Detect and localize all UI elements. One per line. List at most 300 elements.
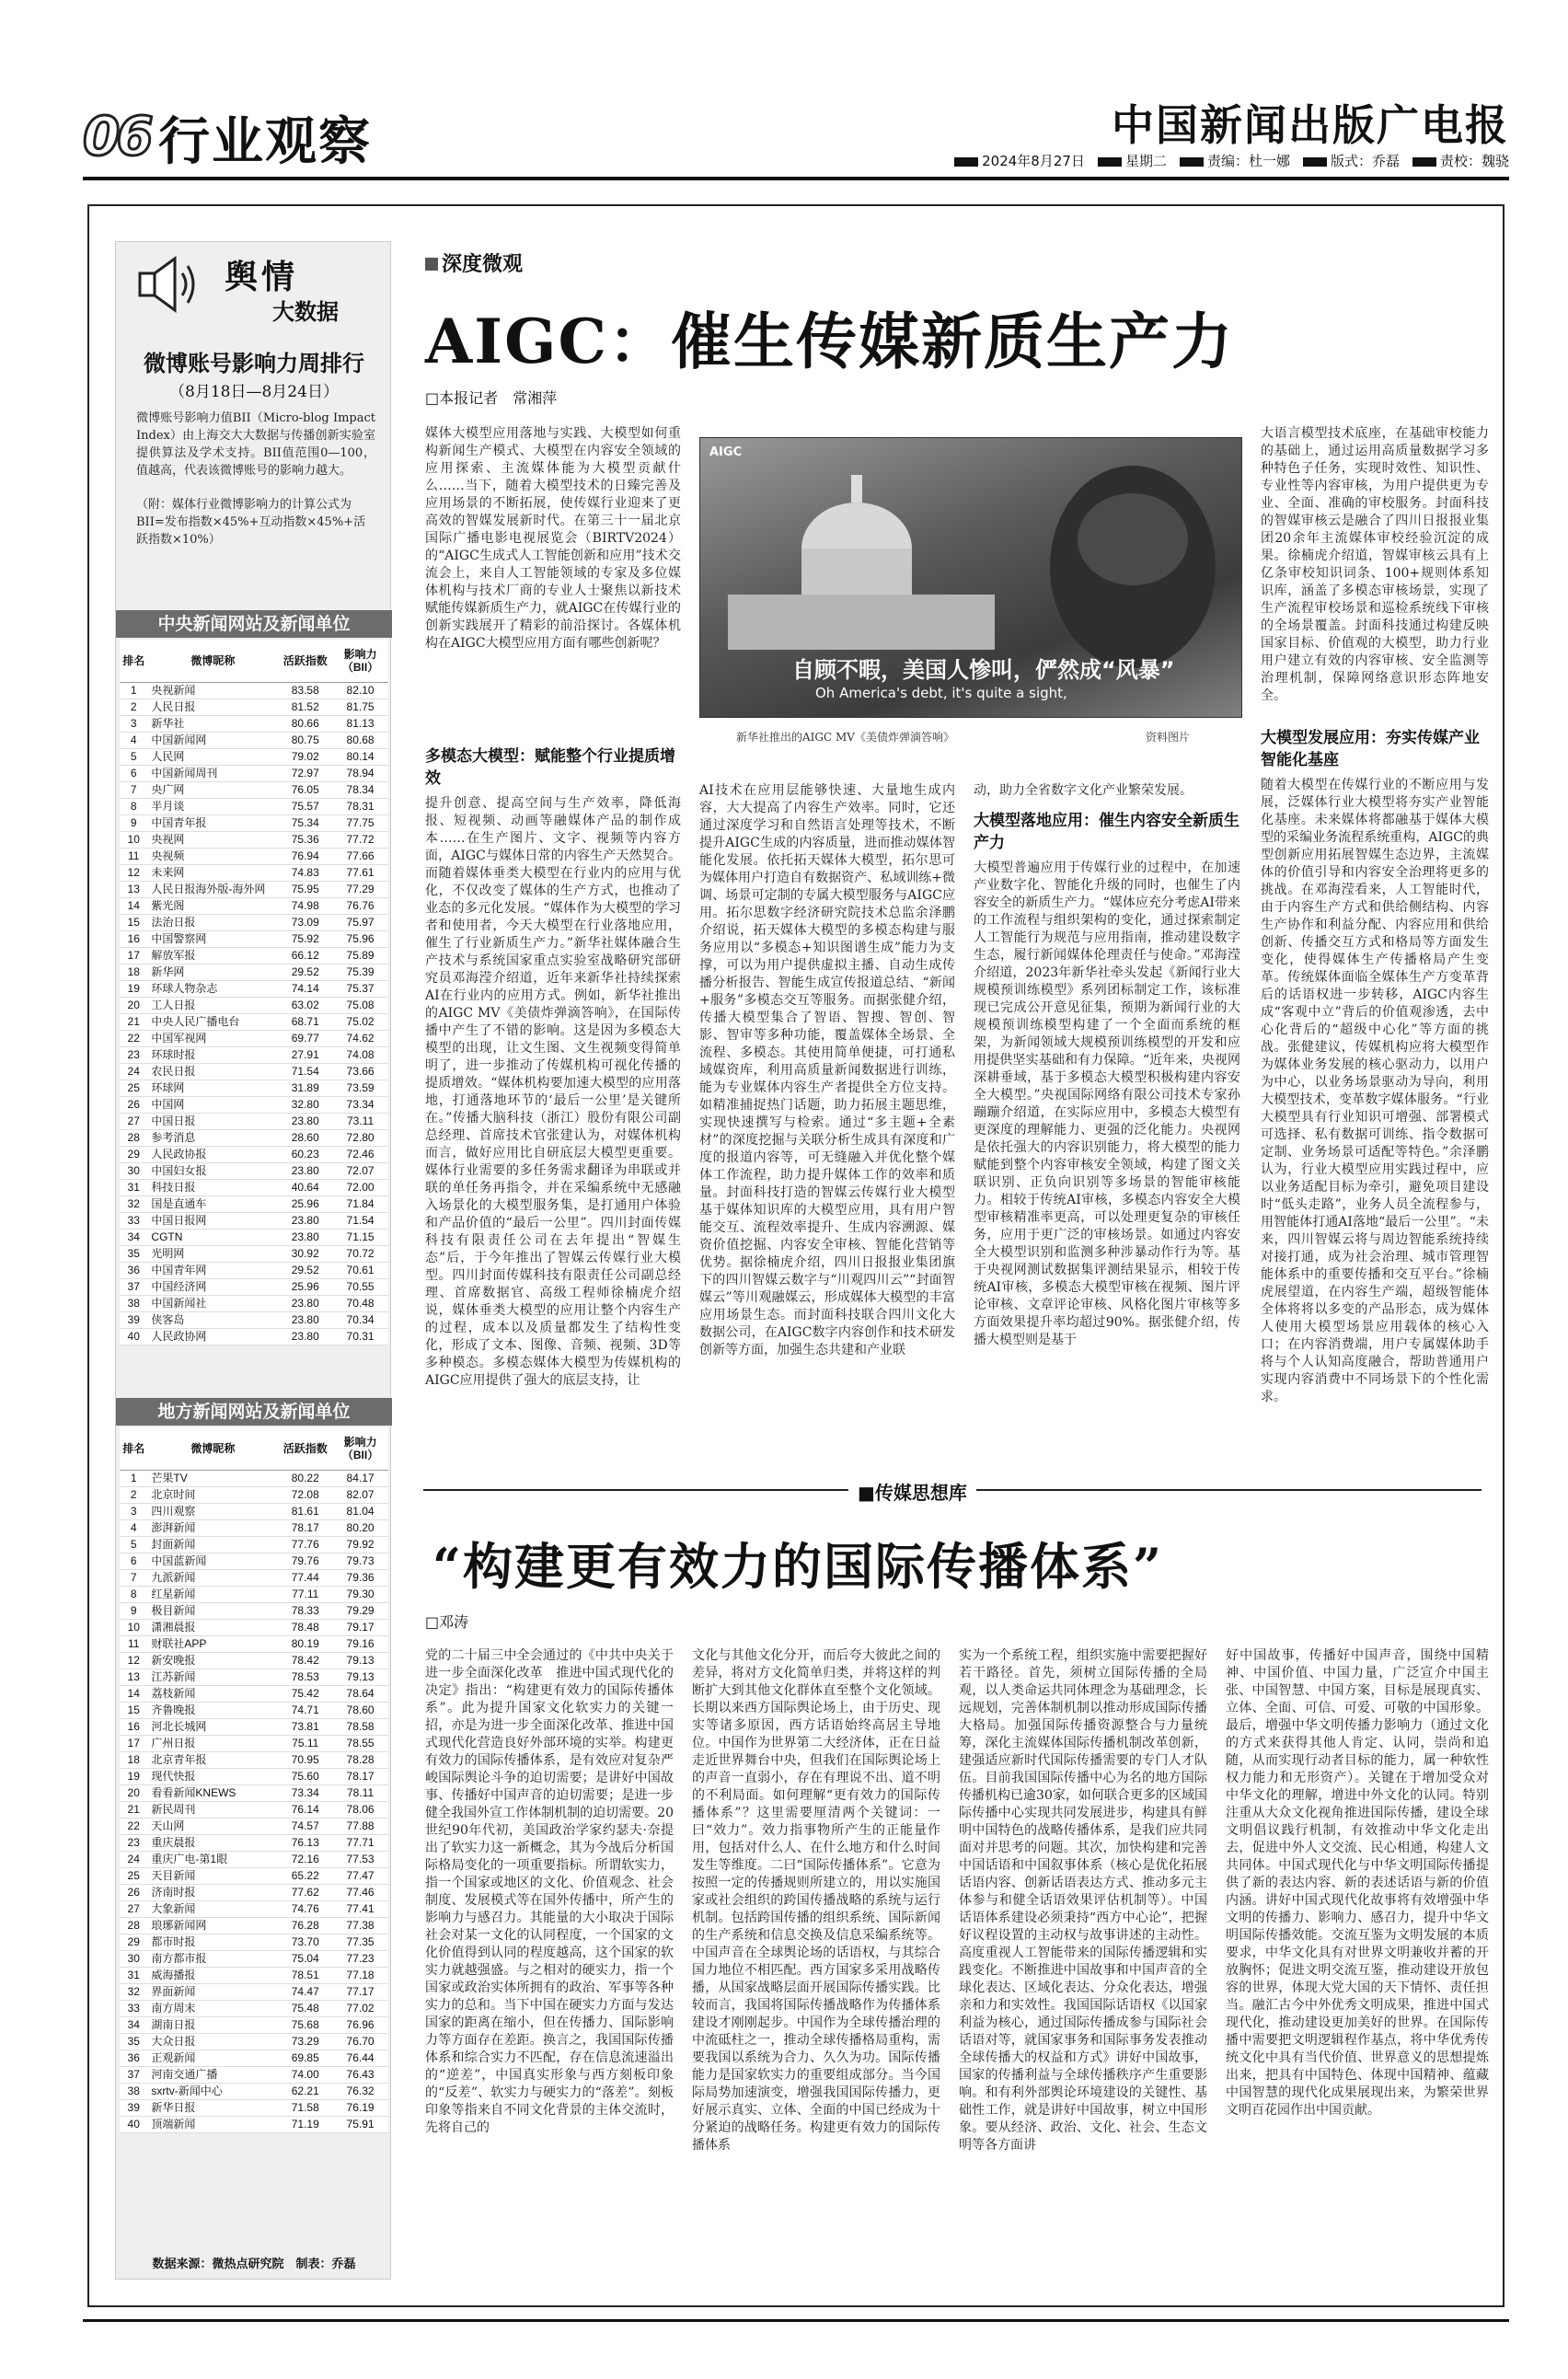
rank-cell: 38	[120, 1295, 147, 1311]
active-index-cell: 74.98	[278, 897, 332, 914]
account-name-cell: 都市时报	[147, 1934, 278, 1950]
account-name-cell: 湖南日报	[147, 2016, 278, 2033]
account-name-cell: 北京时间	[147, 1486, 278, 1503]
account-name-cell: 中央人民广播电台	[147, 1013, 278, 1030]
bii-cell: 81.13	[332, 715, 388, 732]
table-row	[120, 980, 388, 997]
active-index-cell: 76.94	[278, 848, 332, 864]
article2-kicker: ■传媒思想库	[848, 1478, 976, 1505]
bii-cell: 70.48	[332, 1295, 388, 1311]
bii-cell: 79.17	[332, 1619, 388, 1635]
active-index-cell: 71.19	[278, 2116, 332, 2132]
account-name-cell: 环球人物杂志	[147, 980, 278, 997]
active-index-cell: 74.83	[278, 864, 332, 881]
bii-cell: 82.10	[332, 682, 388, 699]
table-row	[120, 1328, 388, 1345]
yuqing-header	[116, 242, 392, 329]
page-number: 06	[83, 105, 150, 167]
bii-cell: 72.80	[332, 1129, 388, 1146]
account-name-cell: 中国警察网	[147, 930, 278, 947]
active-index-cell: 80.19	[278, 1635, 332, 1652]
rank-cell: 34	[120, 2016, 147, 2033]
active-index-cell: 29.52	[278, 1262, 332, 1278]
rank-cell: 7	[120, 1569, 147, 1586]
bii-cell: 74.08	[332, 1046, 388, 1063]
article1-subhead-2: 大模型落地应用：催生内容安全新质生产力	[974, 812, 1239, 852]
table-row	[120, 1146, 388, 1162]
bii-cell: 75.96	[332, 930, 388, 947]
central-table-title: 中央新闻网站及新闻单位	[116, 610, 392, 638]
rank-cell: 33	[120, 1212, 147, 1229]
table-row	[120, 2116, 388, 2132]
account-name-cell: 央广网	[147, 781, 278, 798]
bii-cell: 77.75	[332, 814, 388, 831]
bii-cell: 72.07	[332, 1162, 388, 1179]
account-name-cell: 人民日报海外版-海外网	[147, 881, 278, 897]
photo-subtitle-en: Oh America's debt, it's quite a sight,	[815, 685, 1067, 701]
rank-cell: 21	[120, 1013, 147, 1030]
rank-cell: 1	[120, 1470, 147, 1486]
account-name-cell: 界面新闻	[147, 1983, 278, 2000]
bii-cell: 80.14	[332, 748, 388, 765]
account-name-cell: 环球时报	[147, 1046, 278, 1063]
active-index-cell: 76.13	[278, 1834, 332, 1851]
account-name-cell: 封面新闻	[147, 1536, 278, 1553]
col-name: 微博昵称	[147, 640, 278, 682]
account-name-cell: 中国新闻周刊	[147, 765, 278, 781]
account-name-cell: 中国网	[147, 1096, 278, 1113]
bii-cell: 79.16	[332, 1635, 388, 1652]
bii-cell: 79.73	[332, 1553, 388, 1569]
table-row	[120, 1503, 388, 1519]
table-row	[120, 1470, 388, 1486]
active-index-cell: 40.64	[278, 1179, 332, 1195]
active-index-cell: 73.81	[278, 1718, 332, 1735]
active-index-cell: 75.42	[278, 1685, 332, 1702]
rank-cell: 15	[120, 1702, 147, 1718]
account-name-cell: 新安晚报	[147, 1652, 278, 1669]
active-index-cell: 80.66	[278, 715, 332, 732]
active-index-cell: 76.14	[278, 1801, 332, 1818]
active-index-cell: 73.09	[278, 914, 332, 930]
rank-cell: 2	[120, 1486, 147, 1503]
rank-cell: 31	[120, 1179, 147, 1195]
table-row	[120, 848, 388, 864]
rank-cell: 29	[120, 1146, 147, 1162]
rank-cell: 32	[120, 1195, 147, 1212]
table-row	[120, 1602, 388, 1619]
masthead	[83, 92, 1509, 175]
bii-cell: 72.46	[332, 1146, 388, 1162]
rank-cell: 26	[120, 1884, 147, 1900]
account-name-cell: 半月谈	[147, 798, 278, 814]
rank-date: （8月18日—8月24日）	[169, 383, 339, 401]
table-row	[120, 1195, 388, 1212]
account-name-cell: 工人日报	[147, 997, 278, 1013]
bii-cell: 77.18	[332, 1967, 388, 1983]
active-index-cell: 25.96	[278, 1195, 332, 1212]
account-name-cell: 潇湘晨报	[147, 1619, 278, 1635]
active-index-cell: 75.34	[278, 814, 332, 831]
account-name-cell: 紫光阁	[147, 897, 278, 914]
account-name-cell: 澎湃新闻	[147, 1519, 278, 1536]
masthead-rule	[83, 177, 1509, 180]
table-row	[120, 1718, 388, 1735]
rank-cell: 12	[120, 1652, 147, 1669]
table-header-row	[120, 1427, 388, 1470]
rank-cell: 25	[120, 1867, 147, 1884]
article2-col3: 实为一个系统工程，组织实施中需要把握好若干路径。首先，须树立国际传播的全局观，以人类命运共同体理念为基础理念，长远规划，完善体制机制以推动形成国际传播大格局。加强国际传播资源整合与力量统筹，深化主流媒体国际传播机制改革创新，建强适应新时代国际传播需要的专门人才队伍。目前我国国际传播中心为名的地方国际传播机构已逾30家，如何联合更多的区域国际传播中心实现共同发展进步，构建具有鲜明中国特色的战略传播体系，是我们应共同面对并思考的问题。其次，加快构建和完善中国话语和中国叙事体系（核心是优化拓展话语内容、创新话语表达方式、推动多元主体参与和健全话语效果评估机制等）。中国话语体系建设必须秉持“西方中心论”，把握好议程设置的主动权与故事讲述的主动性。高度重视人工智能带来的国际传播逻辑和实践变化。不断推进中国故事和中国声音的全球化表达、区域化表达、分众化表达，增强亲和力和实效性。我国国际话语权《以国家利益为核心，通过国际传播成参与国际社会话语对等，就国家事务和国际事务发表推动全球传播大的权益和方式》讲好中国故事，国家的传播利益与全球传播秩序产生重要影响。和有利外部舆论环境建设的关键性、基础性工作，就是讲好中国故事，树立中国形象。要从经济、政治、文化、社会、生态文明等各方面讲	[959, 1648, 1207, 2153]
rank-cell: 20	[120, 1784, 147, 1801]
rank-cell: 26	[120, 1096, 147, 1113]
bii-cell: 79.36	[332, 1569, 388, 1586]
bii-cell: 81.75	[332, 699, 388, 715]
photo-tag: AIGC	[709, 445, 743, 459]
active-index-cell: 75.04	[278, 1950, 332, 1967]
rank-cell: 25	[120, 1080, 147, 1096]
table-row	[120, 1179, 388, 1195]
account-name-cell: 新华日报	[147, 2099, 278, 2116]
table-row	[120, 930, 388, 947]
article1-subhead-3: 大模型发展应用：夯实传媒产业智能化基座	[1261, 729, 1480, 769]
bii-cell: 84.17	[332, 1470, 388, 1486]
table-row	[120, 864, 388, 881]
table-row	[120, 1917, 388, 1934]
active-index-cell: 65.22	[278, 1867, 332, 1884]
rank-cell: 15	[120, 914, 147, 930]
rank-cell: 34	[120, 1229, 147, 1245]
table-row	[120, 2033, 388, 2050]
bii-cell: 71.54	[332, 1212, 388, 1229]
active-index-cell: 71.54	[278, 1063, 332, 1080]
rank-cell: 17	[120, 1735, 147, 1751]
active-index-cell: 23.80	[278, 1328, 332, 1345]
active-index-cell: 78.51	[278, 1967, 332, 1983]
rank-cell: 7	[120, 781, 147, 798]
rank-cell: 16	[120, 1718, 147, 1735]
table-row	[120, 2050, 388, 2066]
bii-cell: 75.97	[332, 914, 388, 930]
table-row	[120, 765, 388, 781]
table-row	[120, 897, 388, 914]
bii-cell: 75.02	[332, 1013, 388, 1030]
account-name-cell: 天山网	[147, 1818, 278, 1834]
active-index-cell: 69.85	[278, 2050, 332, 2066]
rank-cell: 9	[120, 1602, 147, 1619]
rank-cell: 38	[120, 2083, 147, 2099]
table-row	[120, 947, 388, 964]
bii-cell: 76.96	[332, 2016, 388, 2033]
account-name-cell: 济南时报	[147, 1884, 278, 1900]
rank-cell: 8	[120, 798, 147, 814]
table-row	[120, 2099, 388, 2116]
col-rank: 排名	[120, 1427, 147, 1470]
table-row	[120, 2016, 388, 2033]
table-row	[120, 1486, 388, 1503]
article1-col4b: 随着大模型在传媒行业的不断应用与发展，泛媒体行业大模型将夯实产业智能化基座。未来媒体将都融基于媒体大模型的采编业务流程系统重构，AIGC的典型创新应用拓展智媒生态边界，主流媒体的价值引导和内容安全治理将更多的挑战。在邓海滢看来，人工智能时代，由于内容生产方式和供给侧结构、内容生产协作和利益分配、内容应用和供给创新、传播交互方式和格局等方面发生变化，使得媒体生产传播格局产生变革。传统媒体面临全媒体生产方变革背后的话语权进一步转移，AIGC内容生成“客观中立”背后的价值观渗透，去中心化背后的“超级中心化”等方面的挑战。张健建议，传媒机构应将大模型作为媒体业务发展的核心驱动力，以用户为中心，以业务场景驱动为导向，利用大模型技术，变革数字媒体服务。“行业大模型具有行业知识可增强、部署模式可选择、私有数据可训练、指令数据可定制、业务场景可适配等特色。”余泽鹏认为，行业大模型应用实践过程中，应以业务适配目标为牵引，避免项目建设时“低头走路”，业务人员全流程参与，用智能体打通AI落地“最后一公里”。“未来，四川智媒云将与周边智能系统持续对接打通，成为社会治理、城市管理智能体系中的重要传播和交互平台。”徐楠虎展望道，在内容生产端，超级智能体全体将将以多变的产品形态，成为媒体人使用大模型场景应用载体的核心入口；在内容消费端，用户专属媒体助手将与个人认知高度融合，帮助普通用户实现内容消费中不同场景下的个性化需求。	[1261, 778, 1489, 1404]
table-row	[120, 1669, 388, 1685]
active-index-cell: 72.16	[278, 1851, 332, 1867]
rank-cell: 35	[120, 1245, 147, 1262]
account-name-cell: 环球网	[147, 1080, 278, 1096]
active-index-cell: 73.34	[278, 1784, 332, 1801]
article2-col1: 党的二十届三中全会通过的《中共中央关于进一步全面深化改革 推进中国式现代化的决定》指出：“构建更有效力的国际传播体系”。此为提升国家文化软实力的关键一招，亦是为进一步全面深化改革、推进中国式现代化营造良好外部环境的实举。构建更有效力的国际传播体系，是有效应对复杂严峻国际舆论斗争的迫切需要；是讲好中国故事、传播好中国声音的迫切需要；是进一步健全我国外宣工作体制机制的迫切需要。20世纪90年代初，美国政治学家约瑟夫·奈提出了软实力这一新概念，其为今战后分析国际格局变化的一项重要指标。所谓软实力，指一个国家或地区的文化、价值观念、社会制度、发展模式等在国外传播中，所产生的影响力与感召力。其能量的大小取决于国际社会对某一文化的认同程度，一个国家的文化价值得到认同的程度越高，这个国家的软实力就越强盛。与之相对的硬实力，指一个国家或政治实体所拥有的政治、军事等各种实力的总和。当下中国在硬实力方面与发达国家的距离在缩小，但在传播力、国际影响力等方面存在差距。换言之，我国国际传播体系和综合实力不匹配，存在信息流速溢出的“逆差”，中国真实形象与西方刻板印象的“反差”、软实力与硬实力的“落差”。刻板印象等指来自不同文化背景的主体交流时，先将自己的	[425, 1648, 674, 2135]
bii-cell: 77.29	[332, 881, 388, 897]
bii-cell: 81.04	[332, 1503, 388, 1519]
account-name-cell: 新民周刊	[147, 1801, 278, 1818]
section-title: 行业观察	[158, 112, 372, 172]
active-index-cell: 75.68	[278, 2016, 332, 2033]
rank-cell: 14	[120, 1685, 147, 1702]
table-row	[120, 2066, 388, 2083]
active-index-cell: 80.22	[278, 1470, 332, 1486]
table-row	[120, 1063, 388, 1080]
rank-cell: 39	[120, 2099, 147, 2116]
active-index-cell: 77.44	[278, 1569, 332, 1586]
bii-cell: 70.72	[332, 1245, 388, 1262]
rank-cell: 17	[120, 947, 147, 964]
active-index-cell: 74.14	[278, 980, 332, 997]
account-name-cell: 琅琊新闻网	[147, 1917, 278, 1934]
data-source: 数据来源：微热点研究院 制表：乔磊	[152, 2258, 356, 2271]
photo-subtitle-cn: 自顾不暇，美国人惨叫，俨然成“风暴”	[792, 657, 1175, 683]
rank-cell: 3	[120, 1503, 147, 1519]
table-row	[120, 682, 388, 699]
active-index-cell: 77.62	[278, 1884, 332, 1900]
account-name-cell: 北京青年报	[147, 1751, 278, 1768]
account-name-cell: 财联社APP	[147, 1635, 278, 1652]
rank-cell: 11	[120, 848, 147, 864]
active-index-cell: 76.28	[278, 1917, 332, 1934]
active-index-cell: 29.52	[278, 964, 332, 980]
bii-cell: 72.00	[332, 1179, 388, 1195]
bii-cell: 76.32	[332, 2083, 388, 2099]
article1-byline: □本报记者 常湘萍	[425, 389, 558, 407]
bii-cell: 79.29	[332, 1602, 388, 1619]
active-index-cell: 73.70	[278, 1934, 332, 1950]
account-name-cell: 中国妇女报	[147, 1162, 278, 1179]
rank-cell: 5	[120, 1536, 147, 1553]
account-name-cell: 威海播报	[147, 1967, 278, 1983]
account-name-cell: 农民日报	[147, 1063, 278, 1080]
article2-col2: 文化与其他文化分开，而后夸大彼此之间的差异，将对方文化简单归类，并将这样的判断扩大到其他文化群体直至整个文化领域。长期以来西方国际舆论场上，由于历史、现实等诸多原因，西方话语始终高居主导地位。中国作为世界第二大经济体，正在日益走近世界舞台中央，但我们在国际舆论场上的声音一直弱小，存在有理说不出、道不明的不利局面。如何理解“更有效力的国际传播体系”？这里需要厘清两个关键词：一曰“效力”。效力指事物所产生的正能量作用，包括对什么人、在什么地方和什么时间发生等维度。二曰“国际传播体系”。它意为按照一定的传播规则所建立的，用以实施国家或社会组织的跨国传播战略的系统与运行机制。包括跨国传播的组织系统、国际新闻的生产系统和信息交换及信息采编系统等。中国声音在全球舆论场的话语权，与其综合国力地位不相匹配。西方国家多采用战略传播，从国家战略层面开展国际传播实践。比较而言，我国将国际传播战略作为传播体系建设才刚刚起步。中国作为全球传播治理的中流砥柱之一，推动全球传播格局重构，需要我国以系统为合力、久久为功。国际传播能力是国家软实力的重要组成部分。当今国际局势加速演变，增强我国国际传播力，更好展示真实、立体、全面的中国已经成为十分紧迫的战略任务。构建更有效力的国际传播体系	[692, 1648, 940, 2153]
active-index-cell: 78.42	[278, 1652, 332, 1669]
table-row	[120, 1129, 388, 1146]
table-row	[120, 732, 388, 748]
active-index-cell: 75.95	[278, 881, 332, 897]
rank-cell: 1	[120, 682, 147, 699]
account-name-cell: 芒果TV	[147, 1470, 278, 1486]
rank-cell: 37	[120, 1278, 147, 1295]
table-row	[120, 1212, 388, 1229]
active-index-cell: 78.48	[278, 1619, 332, 1635]
account-name-cell: 顶端新闻	[147, 2116, 278, 2132]
active-index-cell: 83.58	[278, 682, 332, 699]
active-index-cell: 72.08	[278, 1486, 332, 1503]
table-row	[120, 997, 388, 1013]
active-index-cell: 31.89	[278, 1080, 332, 1096]
bii-cell: 70.55	[332, 1278, 388, 1295]
account-name-cell: 广州日报	[147, 1735, 278, 1751]
rank-cell: 22	[120, 1818, 147, 1834]
bii-cell: 77.66	[332, 848, 388, 864]
bottom-rule	[83, 2319, 1509, 2322]
account-name-cell: 河北长城网	[147, 1718, 278, 1735]
active-index-cell: 80.75	[278, 732, 332, 748]
rank-cell: 21	[120, 1801, 147, 1818]
table-row	[120, 1311, 388, 1328]
article1-col3-intro: 动，助力全省数字文化产业繁荣发展。	[974, 783, 1193, 798]
table-row	[120, 781, 388, 798]
rank-cell: 13	[120, 1669, 147, 1685]
rank-cell: 3	[120, 715, 147, 732]
col-active: 活跃指数	[278, 640, 332, 682]
bii-cell: 77.53	[332, 1851, 388, 1867]
article1-col2: AI技术在应用层能够快速、大量地生成内容，大大提高了内容生产效率。同时，它还通过深度学习和自然语言处理等技术，不断提升AIGC生成的内容质量，进而推动媒体智能化发展。依托拓天媒体大模型，拓尔思可为媒体用户打造自有数据资产、私域训练+微调、场景可定制的专属大模型服务与AIGC应用。拓尔思数字经济研究院技术总监余泽鹏介绍说，拓天媒体大模型的多模态构建与服务应用以“多模态+知识图谱生成”能力为支撑，可以为用户提供虚拟主播、自动生成传播分析报告、智能生成宣传报道总结、“新闻+服务”多模态交互等服务。而据张健介绍，传播大模型集合了智语、智搜、智创、智影、智审等多种功能，覆盖媒体全场景、全流程、多模态。其使用简单便捷，可打通私域媒资库，利用高质量新闻数据进行训练，能为专业媒体内容生产者提供全方位支持。如精准捕捉热门话题，助力拓展主题思维，实现快速撰写与检索。通过“多主题+全素材”的深度挖掘与关联分析生成具有深度和广度的报道内容等，可无缝融入并优化整个媒体工作流程，助力提升媒体工作的效率和质量。封面科技打造的智媒云传媒行业大模型基于媒体知识库的大模型应用，具有用户智能交互、流程效率提升、生成内容溯源、媒资价值挖掘、内容安全审核、智能化营销等优势。据徐楠虎介绍，四川日报报业集团旗下的四川智媒云数字与“川观四川云”“封面智媒云”等川观融媒云，形成媒体大模型的丰富应用场景生态。而封面科技联合四川文化大数据公司，在AIGC数字内容创作和技术研发创新等方面，加强生态共建和产业联	[699, 783, 955, 1357]
article1-subhead-1: 多模态大模型：赋能整个行业提质增效	[425, 747, 675, 788]
table-row	[120, 2083, 388, 2099]
active-index-cell: 73.29	[278, 2033, 332, 2050]
issue-proofreader: 责校：魏骁	[1412, 151, 1509, 170]
photo-caption: 新华社推出的AIGC MV《美债炸弹滴答响》	[736, 731, 954, 744]
rank-formula-note: （附：媒体行业微博影响力的计算公式为BII=发布指数×45%+互动指数×45%+活跃指数×10%）	[136, 498, 366, 547]
article1-headline: AIGC：催生传媒新质生产力	[425, 306, 1234, 377]
active-index-cell: 60.23	[278, 1146, 332, 1162]
account-name-cell: 中国新闻社	[147, 1295, 278, 1311]
bii-cell: 79.30	[332, 1586, 388, 1602]
bii-cell: 77.88	[332, 1818, 388, 1834]
account-name-cell: 中国新闻网	[147, 732, 278, 748]
rank-cell: 28	[120, 1917, 147, 1934]
account-name-cell: 齐鲁晚报	[147, 1702, 278, 1718]
account-name-cell: 中国日报	[147, 1113, 278, 1129]
rank-cell: 6	[120, 1553, 147, 1569]
rank-cell: 4	[120, 732, 147, 748]
rank-cell: 16	[120, 930, 147, 947]
active-index-cell: 76.05	[278, 781, 332, 798]
photo-credit: 资料图片	[1146, 731, 1191, 744]
table-row	[120, 1013, 388, 1030]
article1-kicker: 深度微观	[425, 248, 523, 277]
rank-cell: 27	[120, 1900, 147, 1917]
bii-cell: 78.34	[332, 781, 388, 798]
bii-cell: 76.19	[332, 2099, 388, 2116]
col-active: 活跃指数	[278, 1427, 332, 1470]
active-index-cell: 75.11	[278, 1735, 332, 1751]
table-row	[120, 699, 388, 715]
account-name-cell: 未来网	[147, 864, 278, 881]
bii-cell: 77.38	[332, 1917, 388, 1934]
rank-cell: 27	[120, 1113, 147, 1129]
bii-cell: 71.84	[332, 1195, 388, 1212]
account-name-cell: 江苏新闻	[147, 1669, 278, 1685]
table-row	[120, 1950, 388, 1967]
bii-cell: 77.35	[332, 1934, 388, 1950]
account-name-cell: CGTN	[147, 1229, 278, 1245]
bii-cell: 78.17	[332, 1768, 388, 1784]
bii-cell: 71.15	[332, 1229, 388, 1245]
bii-cell: 70.31	[332, 1328, 388, 1345]
active-index-cell: 23.80	[278, 1229, 332, 1245]
rank-cell: 35	[120, 2033, 147, 2050]
active-index-cell: 74.47	[278, 1983, 332, 2000]
table-row	[120, 1569, 388, 1586]
table-header-row	[120, 640, 388, 682]
active-index-cell: 74.71	[278, 1702, 332, 1718]
rank-cell: 40	[120, 2116, 147, 2132]
bii-cell: 73.66	[332, 1063, 388, 1080]
table-row	[120, 1900, 388, 1917]
speaker-icon	[136, 255, 201, 314]
bii-cell: 75.91	[332, 2116, 388, 2132]
rank-cell: 32	[120, 1983, 147, 2000]
bii-cell: 77.71	[332, 1834, 388, 1851]
account-name-cell: 南方周末	[147, 2000, 278, 2016]
issue-weekday: 星期二	[1098, 151, 1167, 170]
rank-cell: 10	[120, 831, 147, 848]
account-name-cell: 河南交通广播	[147, 2066, 278, 2083]
active-index-cell: 75.60	[278, 1768, 332, 1784]
active-index-cell: 74.00	[278, 2066, 332, 2083]
account-name-cell: 正观新闻	[147, 2050, 278, 2066]
active-index-cell: 23.80	[278, 1212, 332, 1229]
local-ranking-table	[120, 1427, 388, 2133]
account-name-cell: sxrtv-新闻中心	[147, 2083, 278, 2099]
rank-cell: 23	[120, 1834, 147, 1851]
table-row	[120, 1934, 388, 1950]
table-row	[120, 1096, 388, 1113]
account-name-cell: 中国青年报	[147, 814, 278, 831]
rank-cell: 9	[120, 814, 147, 831]
bii-cell: 78.60	[332, 1702, 388, 1718]
account-name-cell: 大众日报	[147, 2033, 278, 2050]
table-row	[120, 1229, 388, 1245]
rank-cell: 36	[120, 2050, 147, 2066]
active-index-cell: 25.96	[278, 1278, 332, 1295]
account-name-cell: 南方都市报	[147, 1950, 278, 1967]
table-row	[120, 1884, 388, 1900]
active-index-cell: 79.76	[278, 1553, 332, 1569]
issue-date: 2024年8月27日	[954, 151, 1085, 170]
rank-cell: 22	[120, 1030, 147, 1046]
rank-cell: 18	[120, 1751, 147, 1768]
active-index-cell: 32.80	[278, 1096, 332, 1113]
bii-cell: 77.61	[332, 864, 388, 881]
rank-description: 微博账号影响力值BII（Micro-blog Impact Index）由上海交大大数据与传播创新实验室提供算法及学术支持。BII值范围0—100，值越高，代表该微博账号的影响力越大。	[136, 411, 375, 478]
bii-cell: 77.41	[332, 1900, 388, 1917]
local-table-title: 地方新闻网站及新闻单位	[116, 1398, 392, 1426]
table-row	[120, 1245, 388, 1262]
account-name-cell: 新华社	[147, 715, 278, 732]
col-bii: 影响力（BII）	[332, 640, 388, 682]
table-row	[120, 1652, 388, 1669]
table-row	[120, 914, 388, 930]
active-index-cell: 74.57	[278, 1818, 332, 1834]
active-index-cell: 63.02	[278, 997, 332, 1013]
active-index-cell: 75.36	[278, 831, 332, 848]
table-row	[120, 2000, 388, 2016]
table-row	[120, 1162, 388, 1179]
bii-cell: 78.06	[332, 1801, 388, 1818]
bii-cell: 75.39	[332, 964, 388, 980]
account-name-cell: 人民政协网	[147, 1328, 278, 1345]
active-index-cell: 78.17	[278, 1519, 332, 1536]
active-index-cell: 69.77	[278, 1030, 332, 1046]
account-name-cell: 重庆广电-第1眼	[147, 1851, 278, 1867]
issue-editor: 责编：杜一娜	[1180, 151, 1290, 170]
rank-cell: 11	[120, 1635, 147, 1652]
central-ranking-table	[120, 640, 388, 1345]
